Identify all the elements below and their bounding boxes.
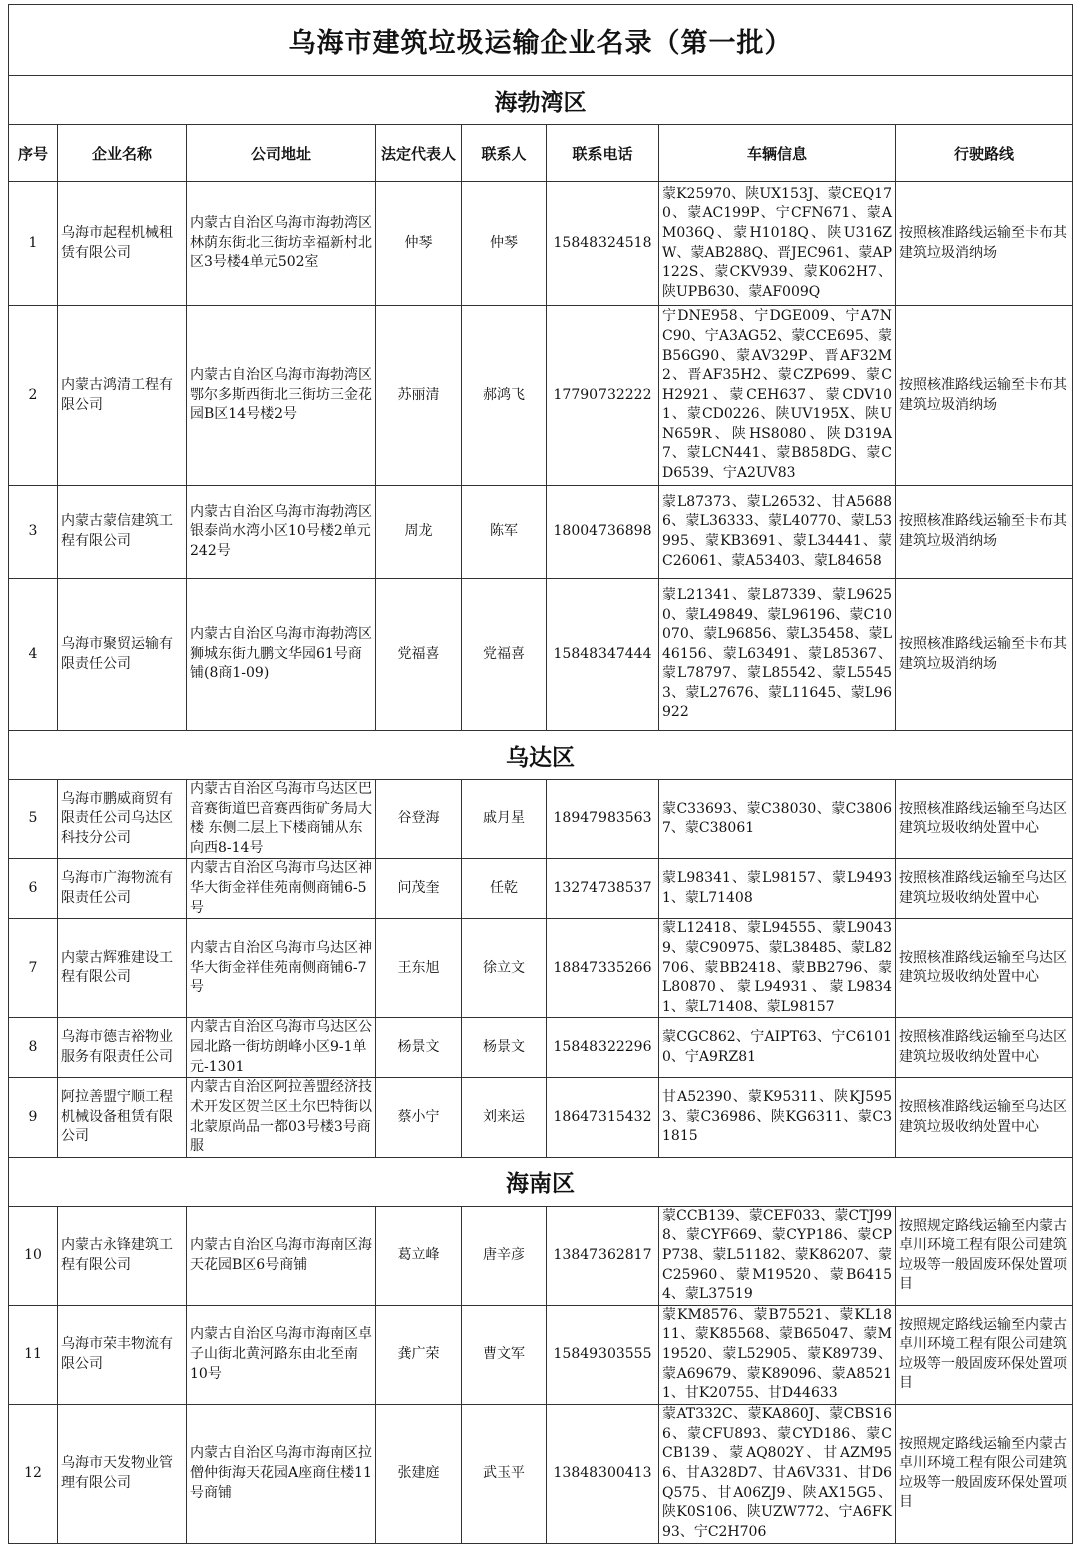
company-address: 内蒙古自治区乌海市海勃湾区银泰尚水湾小区10号楼2单元242号 xyxy=(187,486,376,579)
company-address: 内蒙古自治区乌海市乌达区巴音赛街道巴音赛西街矿务局大楼 东侧二层上下楼商铺从东向西8-14号 xyxy=(187,780,376,859)
legal-representative: 王东旭 xyxy=(376,919,462,1018)
row-index: 3 xyxy=(9,486,58,579)
company-address: 内蒙古自治区乌海市海南区海天花园B区6号商铺 xyxy=(187,1206,376,1305)
company-name: 内蒙古鸿清工程有限公司 xyxy=(58,306,187,486)
table-row xyxy=(9,1404,1073,1543)
driving-route: 按照核准路线运输至乌达区建筑垃圾收纳处置中心 xyxy=(896,919,1073,1018)
legal-representative: 蔡小宁 xyxy=(376,1078,462,1157)
legal-representative: 龚广荣 xyxy=(376,1305,462,1404)
table-row xyxy=(9,1018,1073,1078)
district-heading: 海勃湾区 xyxy=(9,76,1073,125)
vehicle-info: 蒙CGC862、宁AIPT63、宁C61010、宁A9RZ81 xyxy=(659,1018,896,1078)
contact-phone: 18847335266 xyxy=(547,919,659,1018)
driving-route: 按照核准路线运输至卡布其建筑垃圾消纳场 xyxy=(896,182,1073,306)
legal-representative: 杨景文 xyxy=(376,1018,462,1078)
contact-phone: 13274738537 xyxy=(547,859,659,919)
contact-phone: 13848300413 xyxy=(547,1404,659,1543)
table-row xyxy=(9,1305,1073,1404)
column-header: 行驶路线 xyxy=(896,125,1073,182)
table-row xyxy=(9,182,1073,306)
company-address: 内蒙古自治区乌海市乌达区公园北路一街坊朗峰小区9-1单元-1301 xyxy=(187,1018,376,1078)
contact-person: 徐立文 xyxy=(462,919,547,1018)
vehicle-info: 宁DNE958、宁DGE009、宁A7NC90、宁A3AG52、蒙CCE695、蒙B56G90、蒙AV329P、晋AF32M2、晋AF35H2、蒙CZP699、蒙CH2921、蒙CEH637、蒙CDV101、蒙CD0226、陕UV195X、陕UN659R、陕HS8080、陕D319A7、蒙LCN441、蒙B858DG、蒙CD6539、宁A2UV83 xyxy=(659,306,896,486)
table-row xyxy=(9,579,1073,731)
legal-representative: 周龙 xyxy=(376,486,462,579)
company-address: 内蒙古自治区乌海市乌达区神华大街金祥佳苑南侧商铺6-5号 xyxy=(187,859,376,919)
vehicle-info: 甘A52390、蒙K95311、陕KJ5953、蒙C36986、陕KG6311、蒙C31815 xyxy=(659,1078,896,1157)
company-address: 内蒙古自治区乌海市乌达区神华大街金祥佳苑南侧商铺6-7号 xyxy=(187,919,376,1018)
company-name: 内蒙古永锋建筑工程有限公司 xyxy=(58,1206,187,1305)
row-index: 5 xyxy=(9,780,58,859)
contact-person: 曹文军 xyxy=(462,1305,547,1404)
table-header-row xyxy=(9,125,1073,182)
contact-person: 党福喜 xyxy=(462,579,547,731)
table-row xyxy=(9,486,1073,579)
legal-representative: 问茂奎 xyxy=(376,859,462,919)
column-header: 联系电话 xyxy=(547,125,659,182)
page-title: 乌海市建筑垃圾运输企业名录（第一批） xyxy=(9,5,1073,76)
driving-route: 按照核准路线运输至乌达区建筑垃圾收纳处置中心 xyxy=(896,1078,1073,1157)
company-address: 内蒙古自治区阿拉善盟经济技术开发区贺兰区土尔巴特街以北蒙原尚品一都03号楼3号商服 xyxy=(187,1078,376,1157)
company-address: 内蒙古自治区乌海市海勃湾区狮城东街九鹏文华园61号商铺(8商1-09) xyxy=(187,579,376,731)
contact-person: 郝鸿飞 xyxy=(462,306,547,486)
vehicle-info: 蒙L87373、蒙L26532、甘A56886、蒙L36333、蒙L40770、蒙L53995、蒙KB3691、蒙L34441、蒙C26061、蒙A53403、蒙L84658 xyxy=(659,486,896,579)
contact-phone: 18947983563 xyxy=(547,780,659,859)
contact-person: 戚月星 xyxy=(462,780,547,859)
table-row xyxy=(9,780,1073,859)
row-index: 10 xyxy=(9,1206,58,1305)
row-index: 1 xyxy=(9,182,58,306)
contact-phone: 15849303555 xyxy=(547,1305,659,1404)
vehicle-info: 蒙L21341、蒙L87339、蒙L96250、蒙L49849、蒙L96196、蒙C10070、蒙L96856、蒙L35458、蒙L46156、蒙L63491、蒙L85367、蒙L78797、蒙L85542、蒙L55453、蒙L27676、蒙L11645、蒙L96922 xyxy=(659,579,896,731)
company-name: 乌海市鹏威商贸有限责任公司乌达区科技分公司 xyxy=(58,780,187,859)
company-name: 内蒙古辉雅建设工程有限公司 xyxy=(58,919,187,1018)
driving-route: 按照核准路线运输至卡布其建筑垃圾消纳场 xyxy=(896,486,1073,579)
vehicle-info: 蒙AT332C、蒙KA860J、蒙CBS166、蒙CFU893、蒙CYD186、蒙CCB139、蒙AQ802Y、甘AZM956、甘A328D7、甘A6V331、甘D6Q575、甘A06ZJ9、陕AX15G5、陕K0S106、陕UZW772、宁A6FK93、宁C2H706 xyxy=(659,1404,896,1543)
contact-phone: 18004736898 xyxy=(547,486,659,579)
contact-person: 刘来运 xyxy=(462,1078,547,1157)
company-address: 内蒙古自治区乌海市海勃湾区鄂尔多斯西街北三街坊三金花园B区14号楼2号 xyxy=(187,306,376,486)
vehicle-info: 蒙L98341、蒙L98157、蒙L94931、蒙L71408 xyxy=(659,859,896,919)
contact-person: 仲琴 xyxy=(462,182,547,306)
driving-route: 按照规定路线运输至内蒙古卓川环境工程有限公司建筑垃圾等一般固废环保处置项目 xyxy=(896,1206,1073,1305)
vehicle-info: 蒙KM8576、蒙B75521、蒙KL1811、蒙K85568、蒙B65047、蒙M19520、蒙L52905、蒙K89739、蒙A69679、蒙K89096、蒙A85211、甘K20755、甘D44633 xyxy=(659,1305,896,1404)
row-index: 8 xyxy=(9,1018,58,1078)
contact-phone: 15848324518 xyxy=(547,182,659,306)
contact-phone: 15848322296 xyxy=(547,1018,659,1078)
table-row xyxy=(9,859,1073,919)
vehicle-info: 蒙K25970、陕UX153J、蒙CEQ170、蒙AC199P、宁CFN671、蒙AM036Q、蒙H1018Q、陕U316ZW、蒙AB288Q、晋JEC961、蒙AP122S、蒙CKV939、蒙K062H7、陕UPB630、蒙AF009Q xyxy=(659,182,896,306)
contact-phone: 18647315432 xyxy=(547,1078,659,1157)
contact-phone: 17790732222 xyxy=(547,306,659,486)
company-name: 乌海市德吉裕物业服务有限责任公司 xyxy=(58,1018,187,1078)
row-index: 7 xyxy=(9,919,58,1018)
column-header: 法定代表人 xyxy=(376,125,462,182)
company-name: 阿拉善盟宁顺工程机械设备租赁有限公司 xyxy=(58,1078,187,1157)
column-header: 企业名称 xyxy=(58,125,187,182)
legal-representative: 张建庭 xyxy=(376,1404,462,1543)
legal-representative: 苏丽清 xyxy=(376,306,462,486)
company-name: 内蒙古蒙信建筑工程有限公司 xyxy=(58,486,187,579)
legal-representative: 葛立峰 xyxy=(376,1206,462,1305)
row-index: 9 xyxy=(9,1078,58,1157)
company-name: 乌海市广海物流有限责任公司 xyxy=(58,859,187,919)
contact-phone: 15848347444 xyxy=(547,579,659,731)
legal-representative: 谷登海 xyxy=(376,780,462,859)
contact-person: 唐辛彦 xyxy=(462,1206,547,1305)
row-index: 12 xyxy=(9,1404,58,1543)
company-address: 内蒙古自治区乌海市海南区卓子山街北黄河路东由北至南10号 xyxy=(187,1305,376,1404)
column-header: 车辆信息 xyxy=(659,125,896,182)
district-heading: 乌达区 xyxy=(9,731,1073,780)
district-heading: 海南区 xyxy=(9,1157,1073,1206)
company-name: 乌海市天发物业管理有限公司 xyxy=(58,1404,187,1543)
vehicle-info: 蒙CCB139、蒙CEF033、蒙CTJ998、蒙CYF669、蒙CYP186、蒙CPP738、蒙L51182、蒙K86207、蒙C25960、蒙M19520、蒙B64154、蒙L37519 xyxy=(659,1206,896,1305)
driving-route: 按照规定路线运输至内蒙古卓川环境工程有限公司建筑垃圾等一般固废环保处置项目 xyxy=(896,1404,1073,1543)
driving-route: 按照规定路线运输至内蒙古卓川环境工程有限公司建筑垃圾等一般固废环保处置项目 xyxy=(896,1305,1073,1404)
company-roster-sheet xyxy=(8,4,1072,1541)
table-row xyxy=(9,1206,1073,1305)
row-index: 11 xyxy=(9,1305,58,1404)
row-index: 2 xyxy=(9,306,58,486)
driving-route: 按照核准路线运输至乌达区建筑垃圾收纳处置中心 xyxy=(896,1018,1073,1078)
driving-route: 按照核准路线运输至乌达区建筑垃圾收纳处置中心 xyxy=(896,780,1073,859)
driving-route: 按照核准路线运输至乌达区建筑垃圾收纳处置中心 xyxy=(896,859,1073,919)
table-row xyxy=(9,1078,1073,1157)
table-row xyxy=(9,919,1073,1018)
column-header: 公司地址 xyxy=(187,125,376,182)
driving-route: 按照核准路线运输至卡布其建筑垃圾消纳场 xyxy=(896,306,1073,486)
row-index: 6 xyxy=(9,859,58,919)
legal-representative: 党福喜 xyxy=(376,579,462,731)
contact-phone: 13847362817 xyxy=(547,1206,659,1305)
contact-person: 任乾 xyxy=(462,859,547,919)
company-name: 乌海市聚贸运输有限责任公司 xyxy=(58,579,187,731)
column-header: 序号 xyxy=(9,125,58,182)
company-name: 乌海市荣丰物流有限公司 xyxy=(58,1305,187,1404)
vehicle-info: 蒙L12418、蒙L94555、蒙L90439、蒙C90975、蒙L38485、蒙L82706、蒙BB2418、蒙BB2796、蒙L80870、蒙L94931、蒙L98341、蒙L71408、蒙L98157 xyxy=(659,919,896,1018)
contact-person: 武玉平 xyxy=(462,1404,547,1543)
driving-route: 按照核准路线运输至卡布其建筑垃圾消纳场 xyxy=(896,579,1073,731)
contact-person: 陈军 xyxy=(462,486,547,579)
contact-person: 杨景文 xyxy=(462,1018,547,1078)
company-roster-table xyxy=(8,4,1073,1544)
column-header: 联系人 xyxy=(462,125,547,182)
vehicle-info: 蒙C33693、蒙C38030、蒙C38067、蒙C38061 xyxy=(659,780,896,859)
company-address: 内蒙古自治区乌海市海勃湾区林荫东街北三街坊幸福新村北区3号楼4单元502室 xyxy=(187,182,376,306)
company-address: 内蒙古自治区乌海市海南区拉僧仲街海天花园A座商住楼11号商铺 xyxy=(187,1404,376,1543)
table-row xyxy=(9,306,1073,486)
legal-representative: 仲琴 xyxy=(376,182,462,306)
row-index: 4 xyxy=(9,579,58,731)
company-name: 乌海市起程机械租赁有限公司 xyxy=(58,182,187,306)
